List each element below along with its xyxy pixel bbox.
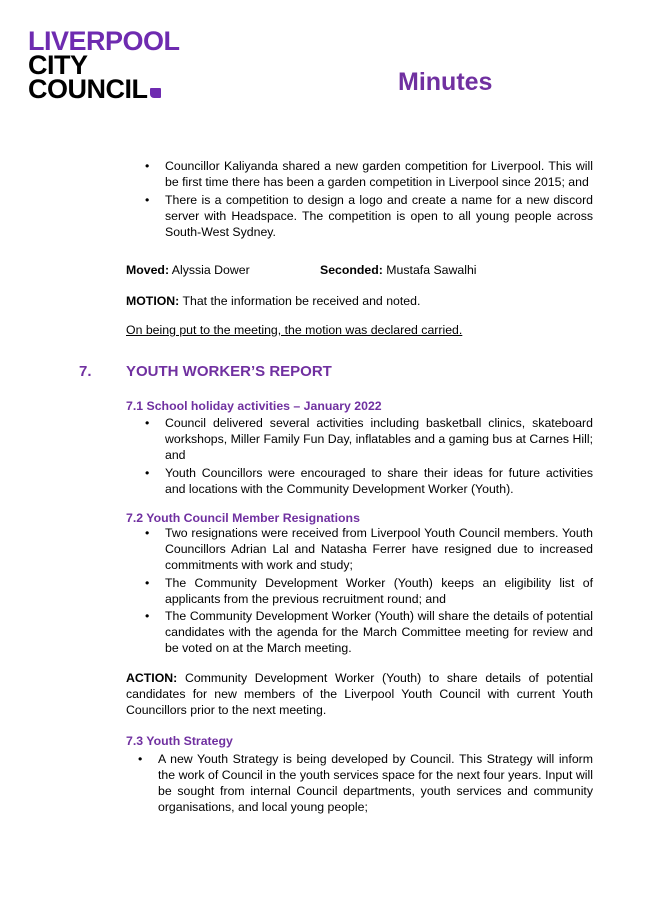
- section-title: YOUTH WORKER’S REPORT: [126, 363, 332, 380]
- bullet-icon: •: [145, 416, 150, 430]
- list-item: • A new Youth Strategy is being developed by Council. This Strategy will inform the work of Council in the youth services space for the next four years. Input will be sought from internal Council departments, youth services and community organisations, and local young people;: [138, 752, 593, 814]
- list-item: • Two resignations were received from Liverpool Youth Council members. Youth Councillors Adrian Lal and Natasha Ferrer have resigned due to increased commitments with work and study;: [145, 526, 593, 572]
- action-paragraph: ACTION: Community Development Worker (Youth) to share details of potential candidates for new members of the Liverpool Youth Council with current Youth Councillors prior to the next meeting.: [126, 671, 594, 717]
- list-item: • The Community Development Worker (Youth) keeps an eligibility list of applicants from the previous recruitment round; and: [145, 575, 593, 606]
- seconded-name: Mustafa Sawalhi: [386, 263, 477, 277]
- seconded-line: Seconded: Mustafa Sawalhi: [320, 263, 477, 277]
- subheading-7-1: 7.1 School holiday activities – January 2022: [126, 399, 382, 413]
- list-item: • Youth Councillors were encouraged to share their ideas for future activities and locations with the Community Development Worker (Youth).: [145, 465, 593, 496]
- logo-line-2: CITY: [28, 50, 88, 80]
- motion-line: MOTION: That the information be received and noted.: [126, 294, 421, 308]
- motion-carried: On being put to the meeting, the motion was declared carried.: [126, 323, 463, 337]
- section-number: 7.: [79, 363, 92, 380]
- bullet-icon: •: [145, 192, 150, 207]
- council-logo: [28, 26, 208, 104]
- intro-bullet-list: [145, 158, 593, 241]
- list-item: • There is a competition to design a logo and create a name for a new discord server with Headspace. The competition is open to all young people across South-West Sydney.: [145, 192, 593, 239]
- bullet-icon: •: [145, 609, 150, 624]
- subheading-7-3: 7.3 Youth Strategy: [126, 734, 233, 748]
- school-holiday-list: [145, 415, 593, 498]
- resignations-list: [145, 525, 593, 658]
- bullet-icon: •: [145, 159, 150, 173]
- list-item: • Council delivered several activities including basketball clinics, skateboard workshops, Miller Family Fun Day, inflatables and a gaming bus at Carnes Hill; and: [145, 416, 593, 462]
- bullet-icon: •: [145, 526, 150, 540]
- logo-line-1: LIVERPOOL: [28, 26, 180, 56]
- bullet-icon: •: [145, 465, 150, 480]
- page-title: Minutes: [398, 68, 493, 96]
- list-item: • The Community Development Worker (Youth) will share the details of potential candidates with the agenda for the March Committee meeting for review and be voted on at the March meeting.: [145, 609, 593, 656]
- list-item: • Councillor Kaliyanda shared a new garden competition for Liverpool. This will be first time there has been a garden competition in Liverpool since 2015; and: [145, 159, 593, 189]
- moved-name: Alyssia Dower: [171, 263, 250, 277]
- subheading-7-2: 7.2 Youth Council Member Resignations: [126, 511, 360, 525]
- logo-mark-icon: [150, 88, 161, 98]
- logo-line-3: COUNCIL: [28, 74, 148, 104]
- youth-strategy-list: [138, 751, 593, 817]
- bullet-icon: •: [138, 752, 143, 766]
- bullet-icon: •: [145, 575, 150, 590]
- moved-line: Moved: Alyssia Dower: [126, 263, 250, 277]
